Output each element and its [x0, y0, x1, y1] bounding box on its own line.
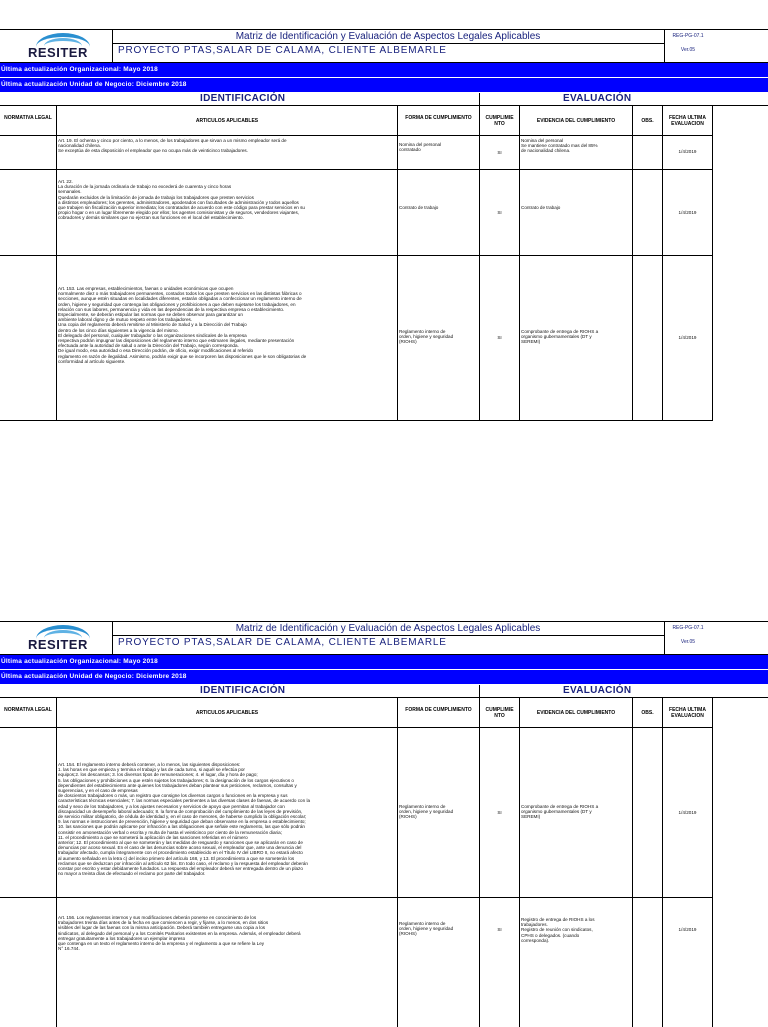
articulo-text: Art. 22. La duración de la jornada ordinaria de trabajo no excederá de cuarenta y cinco horas semanales. Quedarán excluidos de la limitación de jornada de trabajo los trabajadores que presten servicios a distintos empleadores; los gerentes, administradores, apoderados con facultades de administración y todos aquellos que trabajen sin fiscalización superior inmediata; los contratados de acuerdo con este código para prestar servicios en su propio hogar o en un lugar libremente elegido por ellos; los agentes comisionistas y de seguros, vendedores viajantes, cobradores y demás similares que no ejerzan sus funciones en el local del establecimiento. — [58, 179, 305, 221]
document-title: Matriz de Identificación y Evaluación de Aspectos Legales Aplicables — [235, 623, 541, 634]
table — [0, 697, 768, 1027]
col-forma: FORMA DE CUMPLIMIENTO — [405, 115, 472, 121]
doc-code: REG-PG-07.1 — [672, 625, 704, 631]
fecha-text: 1/4/2019 — [678, 810, 697, 815]
articulo-text: Art. 19. El ochenta y cinco por ciento, a lo menos, de los trabajadores que sirvan a un mismo empleador será de nacionalidad chilena. Se exceptúa de esta disposición el empleador que no ocupa más de veinticinco trabajadores. — [58, 138, 287, 154]
resiter-logo — [24, 30, 104, 62]
col-forma: FORMA DE CUMPLIMIENTO — [405, 707, 472, 713]
articulo-text: Art. 156. Los reglamentos internos y sus modificaciones deberán ponerse en conocimiento de los trabajadores treinta días antes de la fecha en que comiencen a regir, y fijarse, a lo menos, en dos sitios visibles del lugar de las faenas con la misma anticipación. Deberá también entregarse una copia a los sindicatos, al delegado del personal y a los Comités Paritarios existentes en la empresa. Además, el empleador deberá entregar gratuitamente a los trabajadores un ejemplar impreso que contenga en un texto el reglamento interno de la empresa y el reglamento a que se refiere la Ley N° 16.744. — [58, 915, 301, 952]
section-identificacion: IDENTIFICACIÓN — [200, 93, 286, 104]
table-row — [0, 255, 712, 421]
evidencia-text: Nomina del personal Se mantiene contratado mas del 85% de nacionalidad chilena. — [521, 138, 598, 154]
fecha-text: 1/4/2019 — [678, 335, 697, 340]
col-fecha: FECHA ULTIMA EVALUACION — [669, 707, 706, 719]
col-obs: OBS. — [641, 710, 654, 716]
col-evidencia: EVIDENCIA DEL CUMPLIMIENTO — [536, 710, 616, 716]
col-evidencia: EVIDENCIA DEL CUMPLIMIENTO — [536, 118, 616, 124]
articulo-text: Art. 154. El reglamento interno deberá contener, a lo menos, las siguientes disposiciones: 1. las horas en que empieza y termina el trabajo y las de cada turno, si aquél se efectúa por equipos;2. los descansos; 3. los diversos tipos de remuneraciones; 4. el lugar, día y hora de pago; 5. las obligaciones y prohibiciones a que estén sujetos los trabajadores; 6. la designación de los cargos ejecutivos o dependientes del establecimiento ante quienes los trabajadores deban plantear sus peticiones, reclamos, consultas y sugerencias, y en el caso de empresas de doscientos trabajadores o más, un registro que consigne los diversos cargos o funciones en la empresa y sus características técnicas esenciales; 7. las normas especiales pertinentes a las diversas clases de faenas, de acuerdo con la edad y sexo de los trabajadores, y a los ajustes necesarios y servicios de apoyo que permitan al trabajador con discapacidad un desempeño laboral adecuado; 8. la forma de comprobación del cumplimiento de las leyes de previsión, de servicio militar obligatorio, de cédula de identidad y, en el caso de menores, de haberse cumplido la obligación escolar; 9. las normas e instrucciones de prevención, higiene y seguridad que deban observarse en la empresa o establecimiento; 10. las sanciones que podrán aplicarse por infracción a las obligaciones que señale este reglamento, las que sólo podrán consistir en amonestación verbal o escrita y multa de hasta el veinticinco por ciento de la remuneración diaria; 11. el procedimiento a que se someterá la aplicación de las sanciones referidas en el número anterior; 12. El procedimiento al que se someterán y las medidas de resguardo y sanciones que se aplicarán en caso de denuncias por acoso sexual. En el caso de las denuncias sobre acoso sexual, el empleador que, ante una denuncia del trabajador afectado, cumpla íntegramente con el procedimiento establecido en el Título IV del LIBRO II, no estará afecto al aumento señalado en la letra c) del inciso primero del artículo 168, y 13. El procedimiento a que se someterán los reclamos que se deduzcan por infracción al artículo 62 bis. En todo caso, el reclamo y la respuesta del empleador deberán constar por escrito y estar debidamente fundados. La respuesta del empleador deberá ser entregada dentro de un plazo no mayor a treinta días de efectuado el reclamo por parte del trabajador. — [58, 762, 311, 877]
project-title: PROYECTO PTAS,SALAR DE CALAMA, CLIENTE ALBEMARLE — [118, 45, 447, 56]
articulo-text: Art. 153. Las empresas, establecimientos, faenas o unidades económicas que ocupen normalmente diez o más trabajadores permanentes, contados todos los que presten servicios en las distintas fábricas o secciones, aunque estén situadas en localidades diferentes, estarán obligadas a confeccionar un reglamento interno de orden, higiene y seguridad que contenga las obligaciones y prohibiciones a que deben sujetarse los trabajadores, en relación con sus labores, permanencia y vida en las dependencias de la respectiva empresa o establecimiento. Especialmente, se deberán estipular las normas que se deben observar para garantizar un ambiente laboral digno y de mutuo respeto entre los trabajadores. Una copia del reglamento deberá remitirse al Ministerio de Salud y a la Dirección del Trabajo dentro de los cinco días siguientes a la vigencia del mismo. El delegado del personal, cualquier trabajador o las organizaciones sindicales de la empresa respectiva podrán impugnar las disposiciones del reglamento interno que estimaren ilegales, mediante presentación efectuada ante la autoridad de salud o ante la Dirección del Trabajo, según corresponda. De igual modo, esa autoridad o esa Dirección podrán, de oficio, exigir modificaciones al referido reglamento en razón de ilegalidad. Asimismo, podrán exigir que se incorporen las disposiciones que le son obligatorias de conformidad al artículo siguiente. — [58, 286, 307, 364]
evidencia-text: Comprobante de entrega de RIOHS a organismo gubernamentales (DT y SEREMI) — [521, 329, 599, 345]
update-unit-bar: Última actualización Unidad de Negocio: Diciembre 2018 — [0, 670, 768, 685]
sheet-page-1 — [0, 29, 768, 420]
col-articulos: ARTICULOS APLICABLES — [195, 118, 259, 124]
column-header-row — [0, 697, 712, 728]
section-identificacion: IDENTIFICACIÓN — [200, 685, 286, 696]
col-normativa: NORMATIVA LEGAL — [4, 115, 52, 121]
logo-text: RESITER — [28, 45, 88, 60]
col-obs: OBS. — [641, 118, 654, 124]
forma-text: Contrato de trabajo — [399, 205, 439, 210]
evidencia-text: Contrato de trabajo — [521, 205, 561, 210]
evidencia-text: Comprobante de entrega de RIOHS a organismo gubernamentales (DT y SEREMI) — [521, 804, 599, 820]
forma-text: Nomina del personal contratado — [399, 142, 442, 153]
fecha-text: 1/4/2019 — [678, 927, 697, 932]
table-row — [0, 169, 712, 256]
evidencia-text: Registro de entrega de RIOHS a los trabajadores. Registro de reunión con sindicatos, CPHS o delegados. (cuando corresponda). — [521, 917, 595, 943]
table-row — [0, 727, 712, 898]
fecha-text: 1/4/2019 — [678, 149, 697, 154]
update-unit-bar: Última actualización Unidad de Negocio: Diciembre 2018 — [0, 78, 768, 93]
doc-version: Ver.05 — [680, 639, 696, 645]
project-title: PROYECTO PTAS,SALAR DE CALAMA, CLIENTE ALBEMARLE — [118, 637, 447, 648]
forma-text: Reglamento interno de orden, higiene y seguridad (RIOHS) — [399, 329, 454, 345]
update-org-bar: Última actualización Organizacional: Mayo 2018 — [0, 63, 768, 78]
section-evaluacion: EVALUACIÓN — [563, 685, 632, 696]
column-header-row — [0, 105, 712, 136]
col-normativa: NORMATIVA LEGAL — [4, 707, 52, 713]
sheet-page-2 — [0, 621, 768, 1024]
update-org-bar: Última actualización Organizacional: Mayo 2018 — [0, 655, 768, 670]
doc-code: REG-PG-07.1 — [672, 33, 704, 39]
col-cumplimiento: CUMPLIMIE NTO — [485, 115, 514, 127]
forma-text: Reglamento interno de orden, higiene y seguridad (RIOHS) — [399, 804, 454, 820]
resiter-logo — [24, 622, 104, 654]
col-articulos: ARTICULOS APLICABLES — [195, 710, 259, 716]
col-fecha: FECHA ULTIMA EVALUACION — [669, 115, 706, 127]
cumplimiento-text: SI — [497, 810, 502, 815]
table — [0, 105, 768, 421]
table-row — [0, 135, 712, 170]
fecha-text: 1/4/2019 — [678, 210, 697, 215]
logo-text: RESITER — [28, 637, 88, 652]
table-row — [0, 897, 712, 1027]
doc-version: Ver.05 — [680, 47, 696, 53]
cumplimiento-text: SI — [497, 210, 502, 215]
cumplimiento-text: SI — [497, 927, 502, 932]
document-title: Matriz de Identificación y Evaluación de Aspectos Legales Aplicables — [235, 31, 541, 42]
col-cumplimiento: CUMPLIMIE NTO — [485, 707, 514, 719]
sheet-header — [0, 30, 768, 63]
section-evaluacion: EVALUACIÓN — [563, 93, 632, 104]
cumplimiento-text: SI — [497, 335, 502, 340]
sheet-header — [0, 622, 768, 655]
cumplimiento-text: SI — [497, 150, 502, 155]
forma-text: Reglamento interno de orden, higiene y seguridad (RIOHS) — [399, 921, 454, 937]
